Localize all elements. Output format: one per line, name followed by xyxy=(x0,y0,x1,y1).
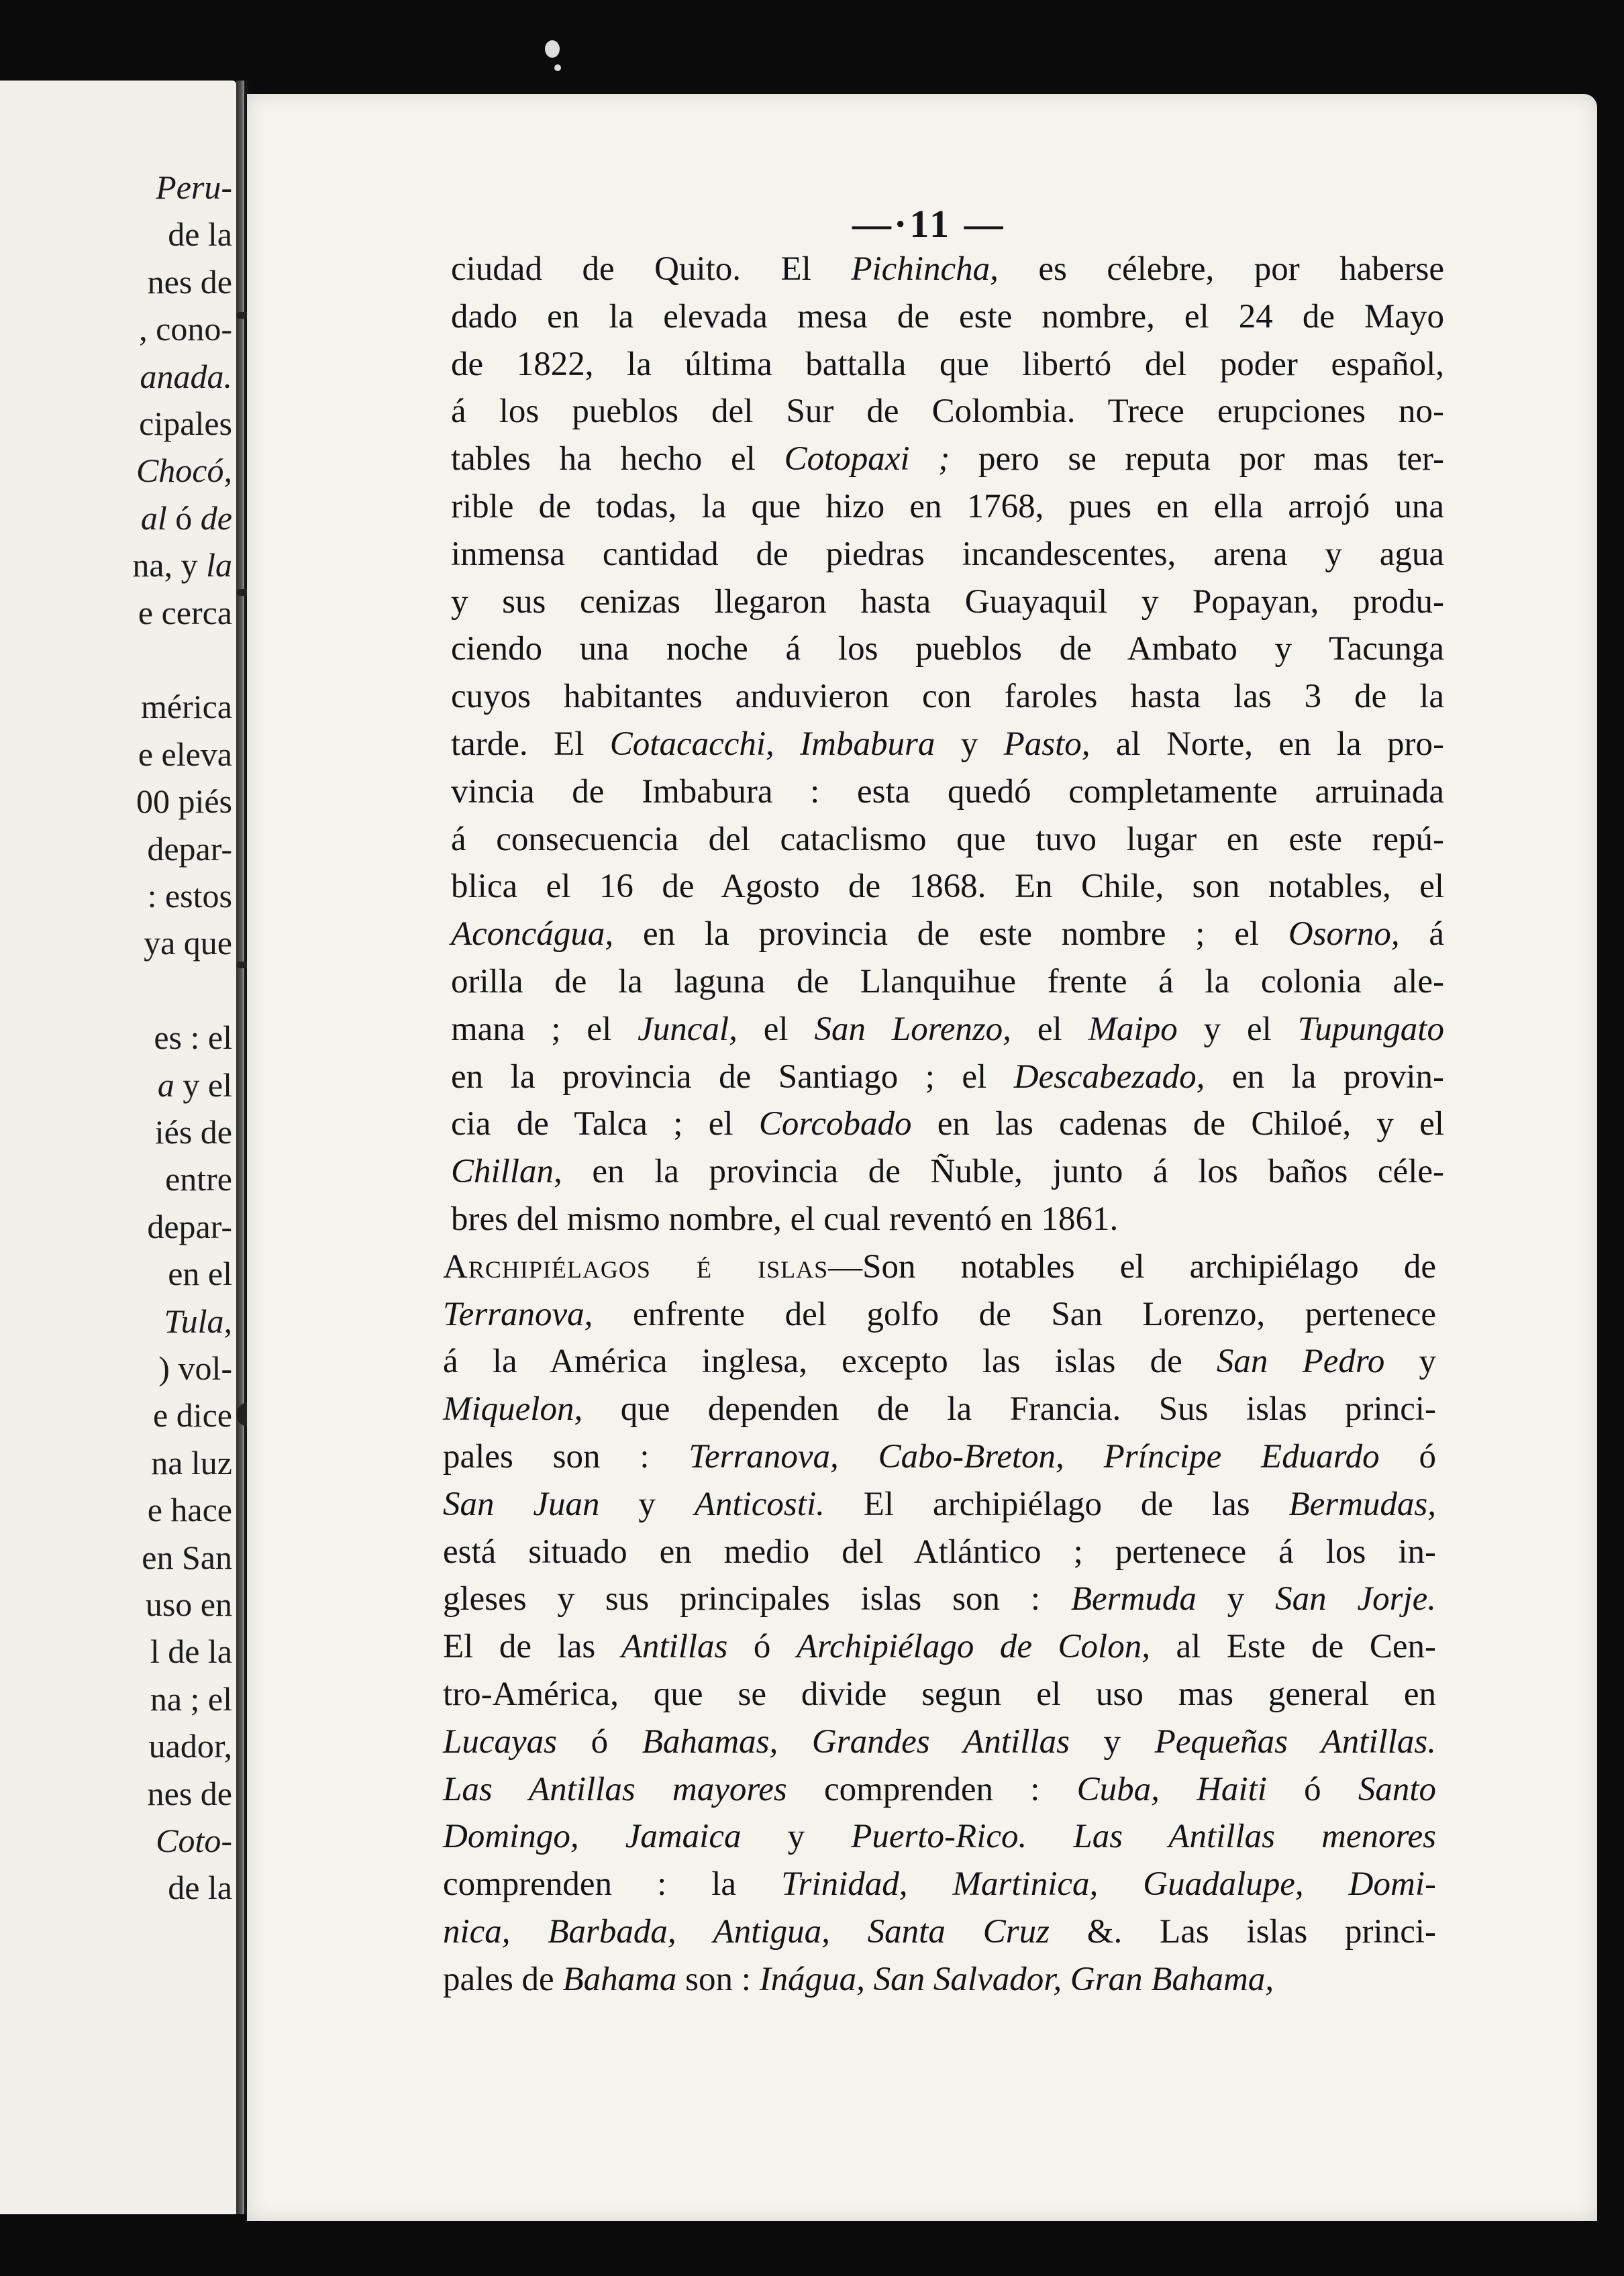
text-line: á los pueblos del Sur de Colombia. Trece erupciones no- xyxy=(451,393,1444,431)
text-line: Domingo, Jamaica y Puerto-Rico. Las Antillas menores xyxy=(443,1818,1437,1856)
text-line: tro-América, que se divide segun el uso mas general en xyxy=(443,1675,1436,1713)
left-page xyxy=(0,81,236,2214)
left-page-line: e cerca xyxy=(138,593,232,631)
left-page-line: nes de xyxy=(147,262,232,301)
text-line: de 1822, la última battalla que libertó del poder español, xyxy=(451,345,1444,383)
text-line: comprenden : la Trinidad, Martinica, Guadalupe, Domi- xyxy=(443,1865,1436,1904)
left-page-line: , cono- xyxy=(139,310,232,348)
left-page-line: Tula, xyxy=(164,1302,232,1340)
dust-speck xyxy=(554,64,561,71)
left-page-line: 00 piés xyxy=(136,782,232,821)
text-line: inmensa cantidad de piedras incandescentes, arena y agua xyxy=(451,535,1444,573)
left-page-line: l de la xyxy=(150,1633,232,1671)
text-line: rible de todas, la que hizo en 1768, pues en ella arrojó una xyxy=(451,488,1444,525)
text-line: Las Antillas mayores comprenden : Cuba, Haiti ó Santo xyxy=(443,1770,1437,1808)
left-page-line: de la xyxy=(168,215,232,254)
text-line: ciendo una noche á los pueblos de Ambato y Tacunga xyxy=(451,630,1444,668)
text-line: mana ; el Juncal, el San Lorenzo, el Maipo y el Tupungato xyxy=(451,1010,1444,1048)
text-line: orilla de la laguna de Llanquihue frente á la colonia ale- xyxy=(451,963,1444,1000)
left-page-line: es : el xyxy=(154,1019,232,1057)
text-line: á la América inglesa, excepto las islas de San Pedro y xyxy=(443,1343,1437,1381)
text-line: Archipiélagos é islas—Son notables el archipiélago de xyxy=(443,1247,1436,1286)
text-line: tables ha hecho el Cotopaxi ; pero se reputa por mas ter- xyxy=(451,440,1444,478)
left-page-line: depar- xyxy=(147,1207,232,1245)
text-line: blica el 16 de Agosto de 1868. En Chile, son notables, el xyxy=(451,868,1444,906)
left-page-line: e dice xyxy=(153,1396,232,1435)
left-page-line: : estos xyxy=(147,877,232,915)
text-line: pales de Bahama son : Inágua, San Salvador, Gran Bahama, xyxy=(443,1960,1274,1998)
text-line: Chillan, en la provincia de Ñuble, junto á los baños céle- xyxy=(451,1153,1444,1191)
page-number: —·11 — xyxy=(852,202,1006,246)
left-page-line: ya que xyxy=(144,924,232,962)
text-line: San Juan y Anticosti. El archipiélago de las Bermudas, xyxy=(443,1485,1437,1523)
left-page-line: de la xyxy=(168,1869,232,1907)
text-line: tarde. El Cotacacchi, Imbabura y Pasto, al Norte, en la pro- xyxy=(451,725,1444,763)
text-line: Terranova, enfrente del golfo de San Lorenzo, pertenece xyxy=(443,1295,1436,1333)
text-line: cuyos habitantes anduvieron con faroles hasta las 3 de la xyxy=(451,678,1444,716)
left-page-line: uador, xyxy=(148,1727,232,1765)
text-line: vincia de Imbabura : esta quedó completamente arruinada xyxy=(451,772,1444,811)
left-page-line: Coto- xyxy=(156,1822,232,1859)
left-page-line: iés de xyxy=(154,1113,232,1151)
text-line: ciudad de Quito. El Pichincha, es célebre, por haberse xyxy=(451,250,1444,288)
text-line: Aconcágua, en la provincia de este nombre ; el Osorno, á xyxy=(451,915,1444,953)
text-line: nica, Barbada, Antigua, Santa Cruz &. Las islas princi- xyxy=(443,1913,1436,1951)
left-page-line: en San xyxy=(142,1538,232,1576)
left-page-line: e hace xyxy=(147,1491,232,1529)
dust-speck xyxy=(545,40,560,58)
text-line: gleses y sus principales islas son : Bermuda y San Jorje. xyxy=(443,1580,1437,1618)
text-line: en la provincia de Santiago ; el Descabezado, en la provin- xyxy=(451,1057,1445,1096)
left-page-line: na ; el xyxy=(150,1679,232,1718)
left-page-line: depar- xyxy=(147,829,232,868)
text-line: y sus cenizas llegaron hasta Guayaquil y Popayan, produ- xyxy=(451,582,1444,621)
left-page-line: ) vol- xyxy=(158,1349,232,1387)
left-page-line: en el xyxy=(168,1255,232,1293)
text-line: El de las Antillas ó Archipiélago de Colon, al Este de Cen- xyxy=(443,1628,1436,1666)
text-line: dado en la elevada mesa de este nombre, el 24 de Mayo xyxy=(451,297,1444,335)
text-line: Miquelon, que dependen de la Francia. Sus islas princi- xyxy=(443,1390,1436,1429)
left-page-line: a y el xyxy=(157,1066,232,1104)
left-page-line: nes de xyxy=(147,1774,232,1812)
text-line: á consecuencia del cataclismo que tuvo lugar en este repú- xyxy=(451,820,1444,858)
left-page-line: uso en xyxy=(145,1586,232,1623)
left-page-line: entre xyxy=(165,1160,232,1198)
left-page-line: al ó de xyxy=(140,499,232,537)
text-line: está situado en medio del Atlántico ; pertenece á los in- xyxy=(443,1533,1436,1571)
text-line: Lucayas ó Bahamas, Grandes Antillas y Pequeñas Antillas. xyxy=(443,1722,1437,1761)
left-page-line: Peru- xyxy=(156,168,232,206)
left-page-line: mérica xyxy=(140,688,232,726)
left-page-line: na luz xyxy=(151,1443,232,1482)
text-line: cia de Talca ; el Corcobado en las cadenas de Chiloé, y el xyxy=(451,1105,1444,1143)
left-page-line: cipales xyxy=(139,405,232,442)
left-page-line: e eleva xyxy=(138,735,232,773)
left-page-line: na, y la xyxy=(132,546,232,584)
text-line: pales son : Terranova, Cabo-Breton, Príncipe Eduardo ó xyxy=(443,1438,1436,1476)
left-page-line: anada. xyxy=(140,357,232,395)
text-line: bres del mismo nombre, el cual reventó en 1861. xyxy=(451,1200,1119,1238)
left-page-line: Chocó, xyxy=(136,452,232,490)
